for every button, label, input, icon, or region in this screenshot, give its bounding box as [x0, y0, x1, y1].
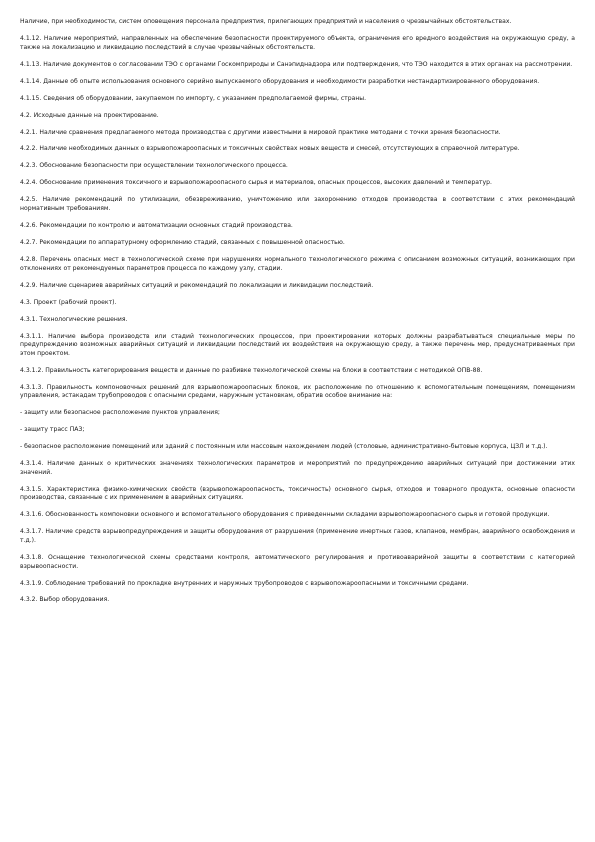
paragraph-4-2-6: 4.2.6. Рекомендации по контролю и автоматизации основных стадий производства.	[20, 222, 293, 230]
paragraph-4-3-1-1: 4.3.1.1. Наличие выбора производств или стадий технологических процессов, при проектировании которых должны разрабатываться специальные меры по предупреждению возможных аварийных ситуаций и ликвидации последствий их воздействия на окружающую среду, а также перечень мер, предусматриваемых при этом проектом.	[20, 332, 575, 357]
paragraph-4-3-1-6: 4.3.1.6. Обоснованность компоновки основного и вспомогательного оборудования с приведенными складами взрывопожароопасного сырья и готовой продукции.	[20, 511, 550, 519]
paragraph-4-1-13: 4.1.13. Наличие документов о согласовании ТЭО с органами Госкомприроды и Санэпиднадзора или подтверждения, что ТЭО находится в этих органах на рассмотрении.	[20, 60, 573, 68]
heading-4-3: 4.3. Проект (рабочий проект).	[20, 298, 117, 306]
paragraph-4-3-1-9: 4.3.1.9. Соблюдение требований по прокладке внутренних и наружных трубопроводов с взрывопожароопасными и токсичными средами.	[20, 579, 469, 587]
document-page	[20, 18, 575, 613]
list-item-occupied-buildings: - безопасное расположение помещений или зданий с постоянным или массовым нахождением людей (столовые, административно-бытовые корпуса, ЦЗЛ и т.д.).	[20, 443, 548, 451]
paragraph-4-2-5: 4.2.5. Наличие рекомендаций по утилизации, обезвреживанию, уничтожению или захоронению отходов производства в соответствии с этих рекомендаций нормативным требованиям.	[20, 196, 575, 213]
paragraph-4-2-4: 4.2.4. Обоснование применения токсичного и взрывопожароопасного сырья и материалов, опасных процессов, высоких давлений и температур.	[20, 179, 492, 187]
paragraph-4-3-1-7: 4.3.1.7. Наличие средств взрывопредупреждения и защиты оборудования от разрушения (применение инертных газов, клапанов, мембран, аварийного освобождения и т.д.).	[20, 528, 575, 544]
paragraph-4-2-2: 4.2.2. Наличие необходимых данных о взрывопожароопасных и токсичных свойствах новых веществ и смесей, отсутствующих в справочной литературе.	[20, 145, 520, 153]
paragraph-4-2-1: 4.2.1. Наличие сравнения предлагаемого метода производства с другими известными в мировой практике методами с точки зрения безопасности.	[20, 128, 501, 136]
list-item-control-points: - защиту или безопасное расположение пунктов управления;	[20, 409, 220, 417]
paragraph-4-3-1-2: 4.3.1.2. Правильность категорирования веществ и данные по разбивке технологической схемы на блоки в соответствии с методикой ОПВ-88.	[20, 366, 483, 374]
heading-4-2: 4.2. Исходные данные на проектирование.	[20, 111, 159, 119]
paragraph-4-3-1-8: 4.3.1.8. Оснащение технологической схемы средствами контроля, автоматического регулирования и противоаварийной защиты в соответствии с категорией взрывоопасности.	[20, 553, 575, 570]
list-item-paz-routes: - защиту трасс ПАЗ;	[20, 426, 85, 434]
paragraph-4-3-1-4: 4.3.1.4. Наличие данных о критических значениях технологических параметров и мероприятий по предупреждению аварийных ситуаций при достижении этих значений.	[20, 460, 575, 476]
heading-4-3-2: 4.3.2. Выбор оборудования.	[20, 596, 110, 604]
paragraph-4-2-7: 4.2.7. Рекомендации по аппаратурному оформлению стадий, связанных с повышенной опасностью.	[20, 239, 345, 246]
paragraph-4-2-8: 4.2.8. Перечень опасных мест в технологической схеме при нарушениях нормального технологического режима с описанием возможных ситуаций, возникающих при отклонениях от рекомендуемых параметров процесса по каждому узлу, стадии.	[20, 255, 575, 272]
paragraph-4-3-1-3: 4.3.1.3. Правильность компоновочных решений для взрывопожароопасных блоков, их расположение по отношению к вспомогательным помещениям, помещениям управления, эстакадам трубопроводов с опасными средами, наружным установкам, обратив особое внимание на:	[20, 383, 575, 400]
paragraph-warning-systems: Наличие, при необходимости, систем оповещения персонала предприятия, прилегающих предприятий и населения о чрезвычайных обстоятельствах.	[20, 18, 512, 25]
paragraph-4-3-1-5: 4.3.1.5. Характеристика физико-химических свойств (взрывопожароопасность, токсичность) основного сырья, отходов и товарного продукта, основные опасности производства, связанные с их применением в аварийных ситуациях.	[20, 485, 575, 502]
paragraph-4-2-3: 4.2.3. Обоснование безопасности при осуществлении технологического процесса.	[20, 162, 288, 170]
paragraph-4-2-9: 4.2.9. Наличие сценариев аварийных ситуаций и рекомендаций по локализации и ликвидации последствий.	[20, 281, 374, 289]
paragraph-4-1-12: 4.1.12. Наличие мероприятий, направленных на обеспечение безопасности проектируемого объекта, ограничения его вредного воздействия на окружающую среду, а также на локализацию и ликвидацию последствий в случае чрезвычайных обстоятельств.	[20, 34, 575, 51]
paragraph-4-1-14: 4.1.14. Данные об опыте использования основного серийно выпускаемого оборудования и необходимости разработки нестандартизированного оборудования.	[20, 77, 540, 85]
heading-4-3-1: 4.3.1. Технологические решения.	[20, 315, 128, 323]
paragraph-4-1-15: 4.1.15. Сведения об оборудовании, закупаемом по импорту, с указанием предполагаемой фирмы, страны.	[20, 94, 367, 102]
